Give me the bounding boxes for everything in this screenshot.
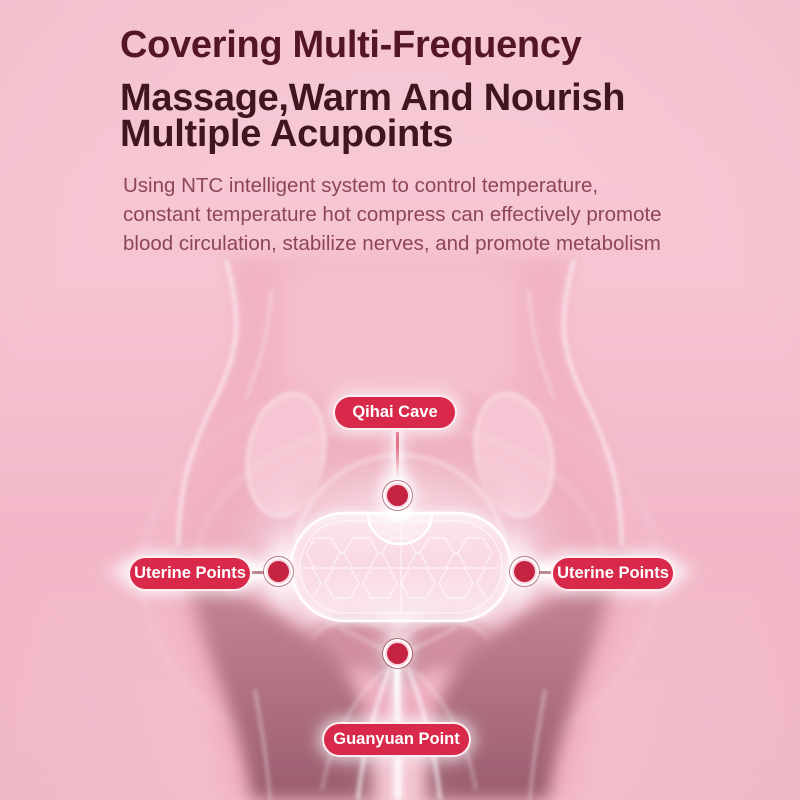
massage-device — [287, 508, 511, 621]
acupoint-label-qihai: Qihai Cave — [333, 395, 457, 430]
headline-line-2: Massage,Warm And Nourish — [120, 77, 626, 119]
connector-line-bottom — [394, 664, 399, 721]
connector-line-right — [535, 571, 551, 574]
acupoint-label-uterine-right: Uterine Points — [551, 556, 675, 591]
headline-line-1: Covering Multi-Frequency — [120, 24, 582, 66]
acupoint-label-uterine-left: Uterine Points — [128, 556, 252, 591]
device-tab — [389, 508, 411, 518]
headline-line-3: Multiple Acupoints — [120, 113, 454, 155]
description-paragraph — [123, 171, 662, 258]
acupoint-label-guanyuan: Guanyuan Point — [322, 722, 471, 757]
connector-line-left — [252, 571, 268, 574]
description-line-1: Using NTC intelligent system to control temperature, — [123, 174, 599, 197]
acupoint-dot-uterine-right — [514, 561, 535, 582]
description-line-2: constant temperature hot compress can effectively promote — [123, 203, 662, 226]
connector-line-top — [396, 432, 399, 483]
description-line-3: blood circulation, stabilize nerves, and promote metabolism — [123, 232, 661, 255]
acupoint-dot-guanyuan — [387, 643, 408, 664]
acupoint-dot-uterine-left — [268, 561, 289, 582]
acupoint-dot-qihai — [387, 485, 408, 506]
